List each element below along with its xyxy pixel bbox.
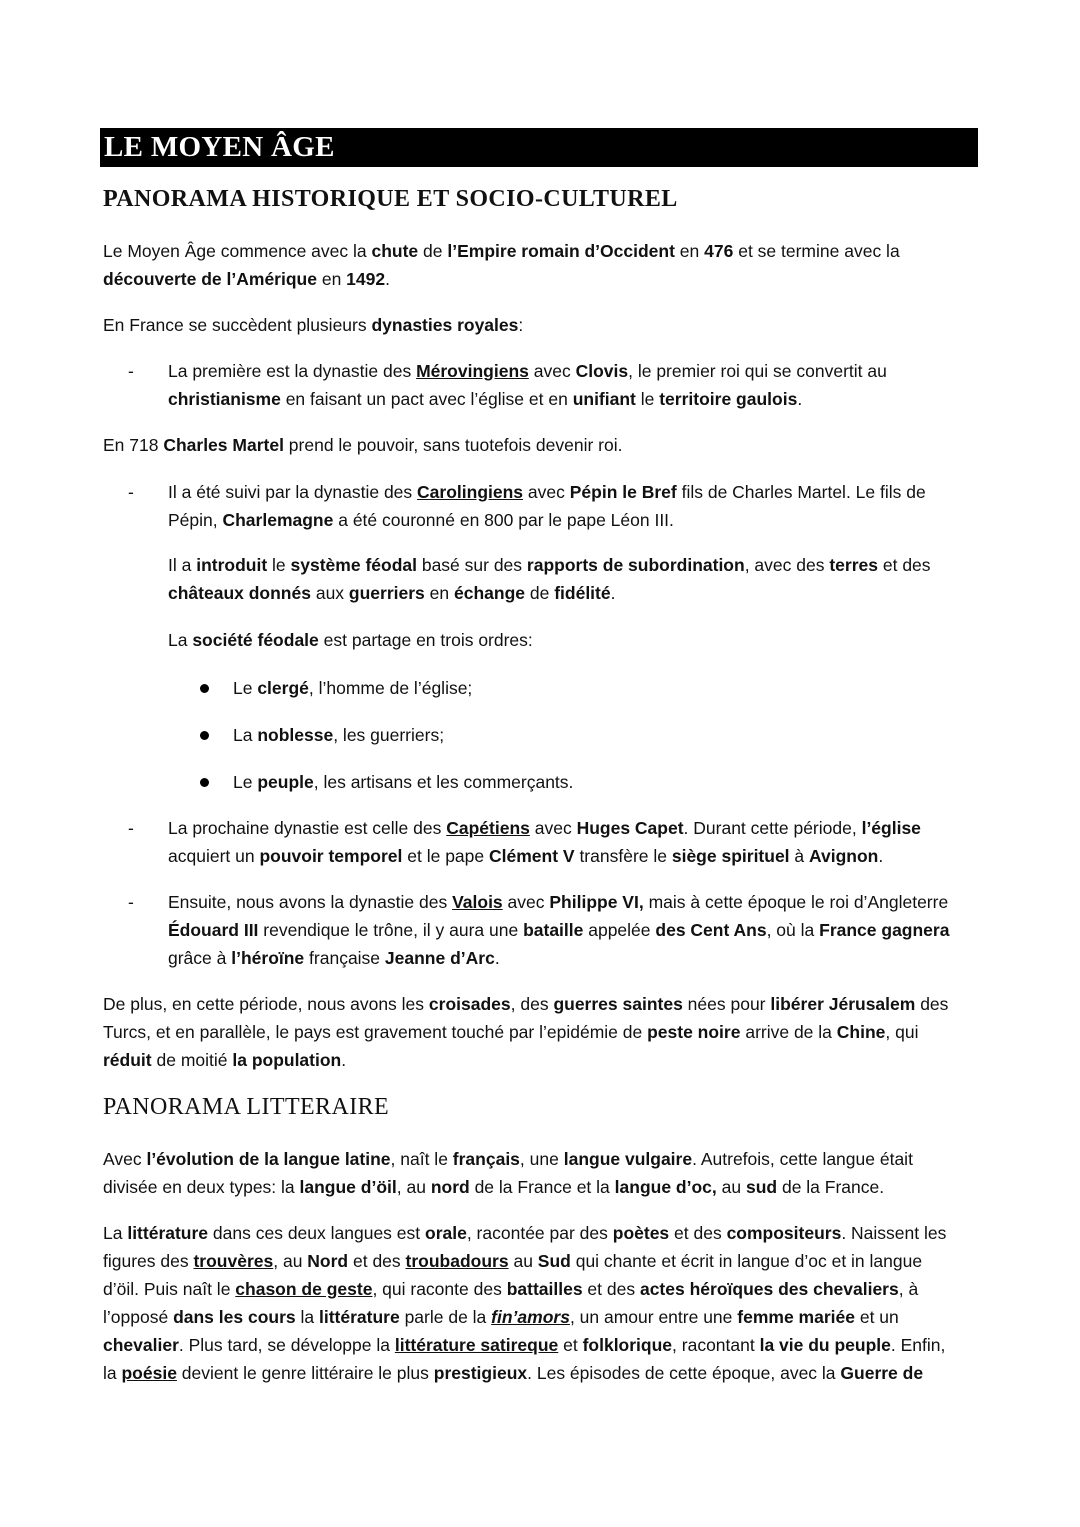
list-dash: -: [128, 361, 134, 381]
paragraph-societe-feodale: La société féodale est partage en trois ordres:: [168, 630, 533, 650]
list-item-peuple: Le peuple, les artisans et les commerçants.: [233, 772, 574, 792]
bullet-dot: [200, 778, 209, 787]
bullet-dot: [200, 731, 209, 740]
list-dash: -: [128, 818, 134, 838]
list-item-capetiens: La prochaine dynastie est celle des Capétiens avec Huges Capet. Durant cette période, l’église acquiert un pouvoir temporel et le pape Clément V transfère le siège spirituel à Avignon.: [168, 818, 921, 866]
paragraph-intro: Le Moyen Âge commence avec la chute de l’Empire romain d’Occident en 476 et se termine avec la découverte de l’Amérique en 1492.: [103, 241, 900, 289]
paragraph-charles-martel: En 718 Charles Martel prend le pouvoir, sans tuotefois devenir roi.: [103, 435, 623, 455]
title-bar: [100, 128, 978, 167]
list-item-clerge: Le clergé, l’homme de l’église;: [233, 678, 473, 698]
list-dash: -: [128, 482, 134, 502]
section-heading-historique: PANORAMA HISTORIQUE ET SOCIO-CULTUREL: [103, 186, 678, 212]
paragraph-langue: Avec l’évolution de la langue latine, naît le français, une langue vulgaire. Autrefois, cette langue était divisée en deux types: la langue d’öil, au nord de la France et la langue d’oc, au sud de la France.: [103, 1149, 913, 1197]
paragraph-litterature: La littérature dans ces deux langues est orale, racontée par des poètes et des compositeurs. Naissent les figures des trouvères, au Nord et des troubadours au Sud qui chante et écrit in langue d’oc et in langue d’öil. Puis naît le chason de geste, qui raconte des battailles et des actes héroïques des chevaliers, à l’opposé dans les cours la littérature parle de la fin’amors, un amour entre une femme mariée et un chevalier. Plus tard, se développe la littérature satireque et folklorique, racontant la vie du peuple. Enfin, la poésie devient le genre littéraire le plus prestigieux. Les épisodes de cette époque, avec la Guerre de: [103, 1223, 947, 1383]
page-title: LE MOYEN ÂGE: [104, 131, 335, 163]
list-item-valois: Ensuite, nous avons la dynastie des Valois avec Philippe VI, mais à cette époque le roi d’Angleterre Édouard III revendique le trône, il y aura une bataille appelée des Cent Ans, où la France gagnera grâce à l’héroïne française Jeanne d’Arc.: [168, 892, 950, 968]
paragraph-croisades: De plus, en cette période, nous avons les croisades, des guerres saintes nées pour libérer Jérusalem des Turcs, et en parallèle, le pays est gravement touché par l’epidémie de peste noire arrive de la Chine, qui réduit de moitié la population.: [103, 994, 949, 1070]
paragraph-dynasties: En France se succèdent plusieurs dynasties royales:: [103, 315, 524, 335]
list-item-carolingiens: Il a été suivi par la dynastie des Carolingiens avec Pépin le Bref fils de Charles Martel. Le fils de Pépin, Charlemagne a été couronné en 800 par le pape Léon III.: [168, 482, 926, 530]
list-item-merovingiens: La première est la dynastie des Mérovingiens avec Clovis, le premier roi qui se convertit au christianisme en faisant un pact avec l’église et en unifiant le territoire gaulois.: [168, 361, 887, 409]
paragraph-systeme-feodal: Il a introduit le système féodal basé sur des rapports de subordination, avec des terres et des châteaux donnés aux guerriers en échange de fidélité.: [168, 555, 931, 603]
list-item-noblesse: La noblesse, les guerriers;: [233, 725, 445, 745]
section-heading-litteraire: PANORAMA LITTERAIRE: [103, 1094, 390, 1120]
list-dash: -: [128, 892, 134, 912]
bullet-dot: [200, 684, 209, 693]
